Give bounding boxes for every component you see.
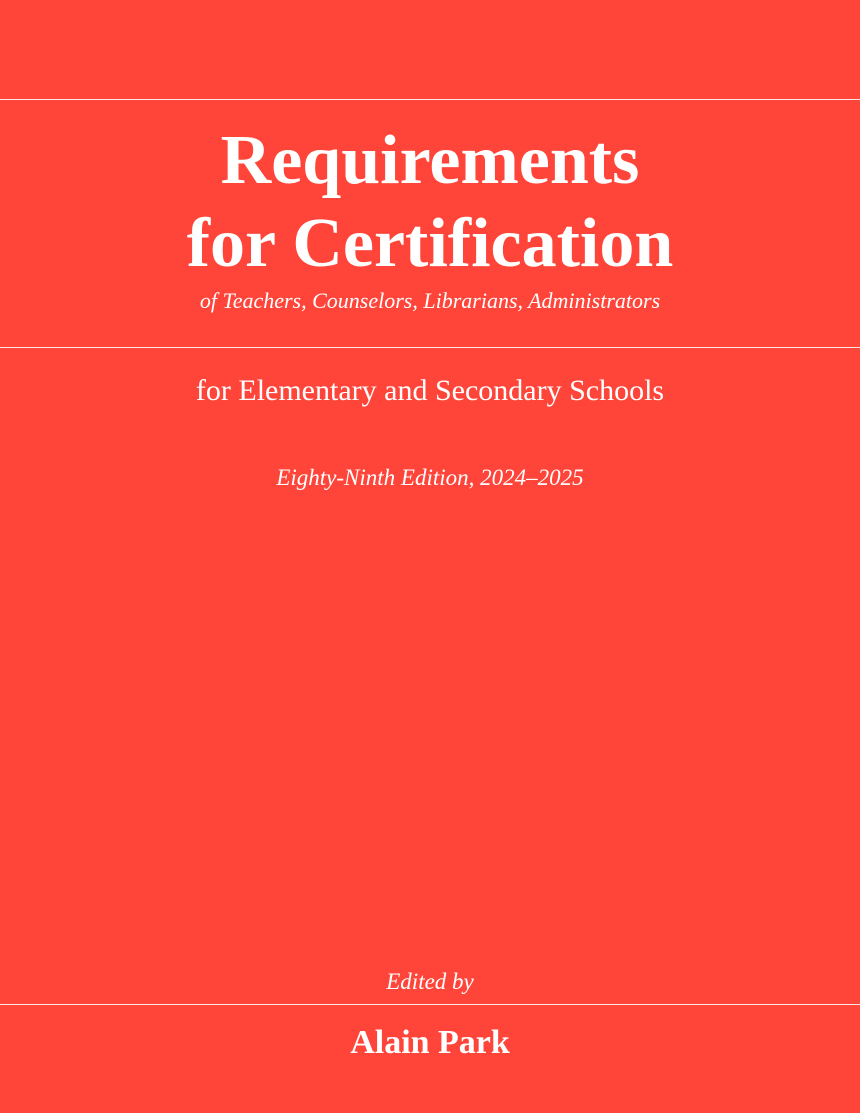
subtitle: of Teachers, Counselors, Librarians, Administrators [199, 288, 661, 313]
top-divider [0, 99, 860, 100]
middle-divider [0, 347, 860, 348]
schools-line: for Elementary and Secondary Schools [195, 374, 665, 407]
edited-by-label: Edited by [386, 969, 474, 994]
title-line-1: Requirements [220, 122, 640, 199]
edition-line: Eighty-Ninth Edition, 2024–2025 [276, 465, 584, 490]
title-line-2: for Certification [186, 205, 674, 282]
editor-name: Alain Park [350, 1024, 510, 1061]
bottom-divider [0, 1004, 860, 1005]
